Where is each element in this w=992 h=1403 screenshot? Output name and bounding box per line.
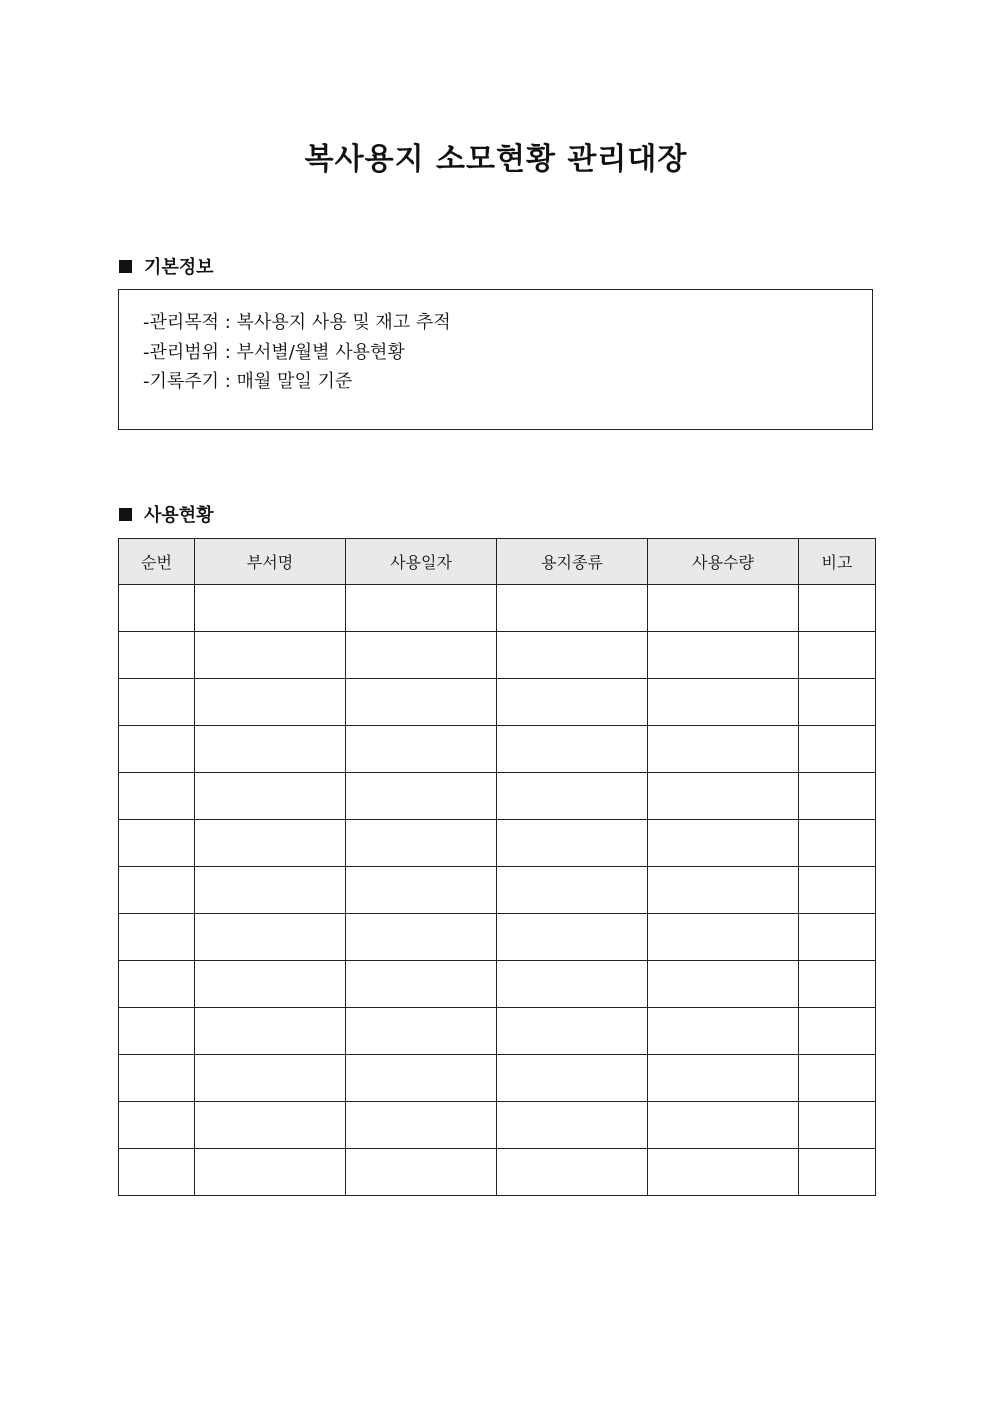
table-cell-remarks[interactable] — [799, 1008, 876, 1055]
table-cell-date[interactable] — [346, 773, 497, 820]
table-cell-date[interactable] — [346, 1055, 497, 1102]
table-cell-no[interactable] — [119, 632, 195, 679]
table-cell-remarks[interactable] — [799, 867, 876, 914]
table-cell-date[interactable] — [346, 1102, 497, 1149]
table-cell-quantity[interactable] — [648, 679, 799, 726]
table-cell-no[interactable] — [119, 867, 195, 914]
table-cell-remarks[interactable] — [799, 961, 876, 1008]
table-cell-no[interactable] — [119, 773, 195, 820]
table-row — [119, 585, 876, 632]
basic-info-box — [118, 289, 873, 430]
table-cell-date[interactable] — [346, 867, 497, 914]
table-cell-paper-type[interactable] — [497, 1055, 648, 1102]
column-header-department: 부서명 — [195, 539, 346, 585]
table-row — [119, 1102, 876, 1149]
table-cell-department[interactable] — [195, 632, 346, 679]
table-cell-paper-type[interactable] — [497, 1102, 648, 1149]
table-cell-paper-type[interactable] — [497, 1008, 648, 1055]
table-row — [119, 961, 876, 1008]
usage-table-body — [119, 585, 876, 1196]
table-row — [119, 773, 876, 820]
table-cell-remarks[interactable] — [799, 1055, 876, 1102]
table-cell-date[interactable] — [346, 914, 497, 961]
table-cell-paper-type[interactable] — [497, 961, 648, 1008]
table-cell-quantity[interactable] — [648, 1055, 799, 1102]
table-cell-no[interactable] — [119, 1102, 195, 1149]
usage-table — [118, 538, 876, 1196]
column-header-quantity: 사용수량 — [648, 539, 799, 585]
table-cell-remarks[interactable] — [799, 914, 876, 961]
table-row — [119, 1055, 876, 1102]
table-row — [119, 679, 876, 726]
table-cell-remarks[interactable] — [799, 1149, 876, 1196]
table-cell-department[interactable] — [195, 1149, 346, 1196]
info-line-cycle: -기록주기 : 매월 말일 기준 — [143, 371, 353, 392]
table-row — [119, 726, 876, 773]
table-row — [119, 1149, 876, 1196]
table-row — [119, 914, 876, 961]
table-cell-remarks[interactable] — [799, 1102, 876, 1149]
square-bullet-icon — [119, 508, 132, 521]
column-header-date: 사용일자 — [346, 539, 497, 585]
table-cell-paper-type[interactable] — [497, 820, 648, 867]
table-cell-quantity[interactable] — [648, 585, 799, 632]
table-cell-quantity[interactable] — [648, 961, 799, 1008]
table-cell-quantity[interactable] — [648, 726, 799, 773]
basic-info-heading — [119, 253, 214, 279]
table-cell-department[interactable] — [195, 820, 346, 867]
usage-heading — [119, 501, 214, 527]
table-cell-department[interactable] — [195, 1008, 346, 1055]
table-cell-date[interactable] — [346, 1149, 497, 1196]
table-cell-quantity[interactable] — [648, 1008, 799, 1055]
square-bullet-icon — [119, 260, 132, 273]
table-cell-date[interactable] — [346, 585, 497, 632]
table-cell-department[interactable] — [195, 867, 346, 914]
table-cell-department[interactable] — [195, 961, 346, 1008]
table-row — [119, 820, 876, 867]
table-header-row — [119, 539, 876, 585]
column-header-remarks: 비고 — [799, 539, 876, 585]
table-cell-department[interactable] — [195, 1055, 346, 1102]
table-cell-date[interactable] — [346, 961, 497, 1008]
page-title: 복사용지 소모현황 관리대장 — [304, 142, 688, 177]
table-cell-paper-type[interactable] — [497, 679, 648, 726]
table-cell-paper-type[interactable] — [497, 773, 648, 820]
table-cell-paper-type[interactable] — [497, 632, 648, 679]
table-cell-paper-type[interactable] — [497, 726, 648, 773]
table-row — [119, 632, 876, 679]
table-cell-paper-type[interactable] — [497, 585, 648, 632]
table-cell-no[interactable] — [119, 820, 195, 867]
table-cell-department[interactable] — [195, 679, 346, 726]
table-cell-no[interactable] — [119, 961, 195, 1008]
table-cell-department[interactable] — [195, 773, 346, 820]
table-cell-no[interactable] — [119, 679, 195, 726]
table-cell-quantity[interactable] — [648, 867, 799, 914]
table-cell-no[interactable] — [119, 1055, 195, 1102]
table-cell-date[interactable] — [346, 632, 497, 679]
table-cell-quantity[interactable] — [648, 1102, 799, 1149]
table-cell-date[interactable] — [346, 726, 497, 773]
table-cell-quantity[interactable] — [648, 632, 799, 679]
table-row — [119, 867, 876, 914]
table-cell-department[interactable] — [195, 726, 346, 773]
column-header-paper-type: 용지종류 — [497, 539, 648, 585]
table-cell-quantity[interactable] — [648, 773, 799, 820]
table-cell-remarks[interactable] — [799, 679, 876, 726]
table-cell-paper-type[interactable] — [497, 1149, 648, 1196]
table-cell-quantity[interactable] — [648, 914, 799, 961]
table-row — [119, 1008, 876, 1055]
table-cell-date[interactable] — [346, 679, 497, 726]
table-cell-remarks[interactable] — [799, 773, 876, 820]
table-cell-department[interactable] — [195, 585, 346, 632]
column-header-no: 순번 — [119, 539, 195, 585]
basic-info-heading-label: 기본정보 — [144, 257, 214, 278]
usage-heading-label: 사용현황 — [144, 505, 214, 526]
table-cell-remarks[interactable] — [799, 820, 876, 867]
table-cell-paper-type[interactable] — [497, 914, 648, 961]
table-cell-department[interactable] — [195, 1102, 346, 1149]
table-cell-remarks[interactable] — [799, 585, 876, 632]
table-cell-no[interactable] — [119, 726, 195, 773]
table-cell-department[interactable] — [195, 914, 346, 961]
table-cell-paper-type[interactable] — [497, 867, 648, 914]
table-cell-remarks[interactable] — [799, 726, 876, 773]
table-cell-date[interactable] — [346, 1008, 497, 1055]
table-cell-remarks[interactable] — [799, 632, 876, 679]
info-line-scope: -관리범위 : 부서별/월별 사용현황 — [143, 341, 405, 363]
table-cell-quantity[interactable] — [648, 820, 799, 867]
table-cell-no[interactable] — [119, 1008, 195, 1055]
table-cell-no[interactable] — [119, 914, 195, 961]
table-cell-no[interactable] — [119, 1149, 195, 1196]
table-cell-no[interactable] — [119, 585, 195, 632]
table-cell-date[interactable] — [346, 820, 497, 867]
table-cell-quantity[interactable] — [648, 1149, 799, 1196]
info-line-purpose: -관리목적 : 복사용지 사용 및 재고 추적 — [143, 312, 451, 333]
